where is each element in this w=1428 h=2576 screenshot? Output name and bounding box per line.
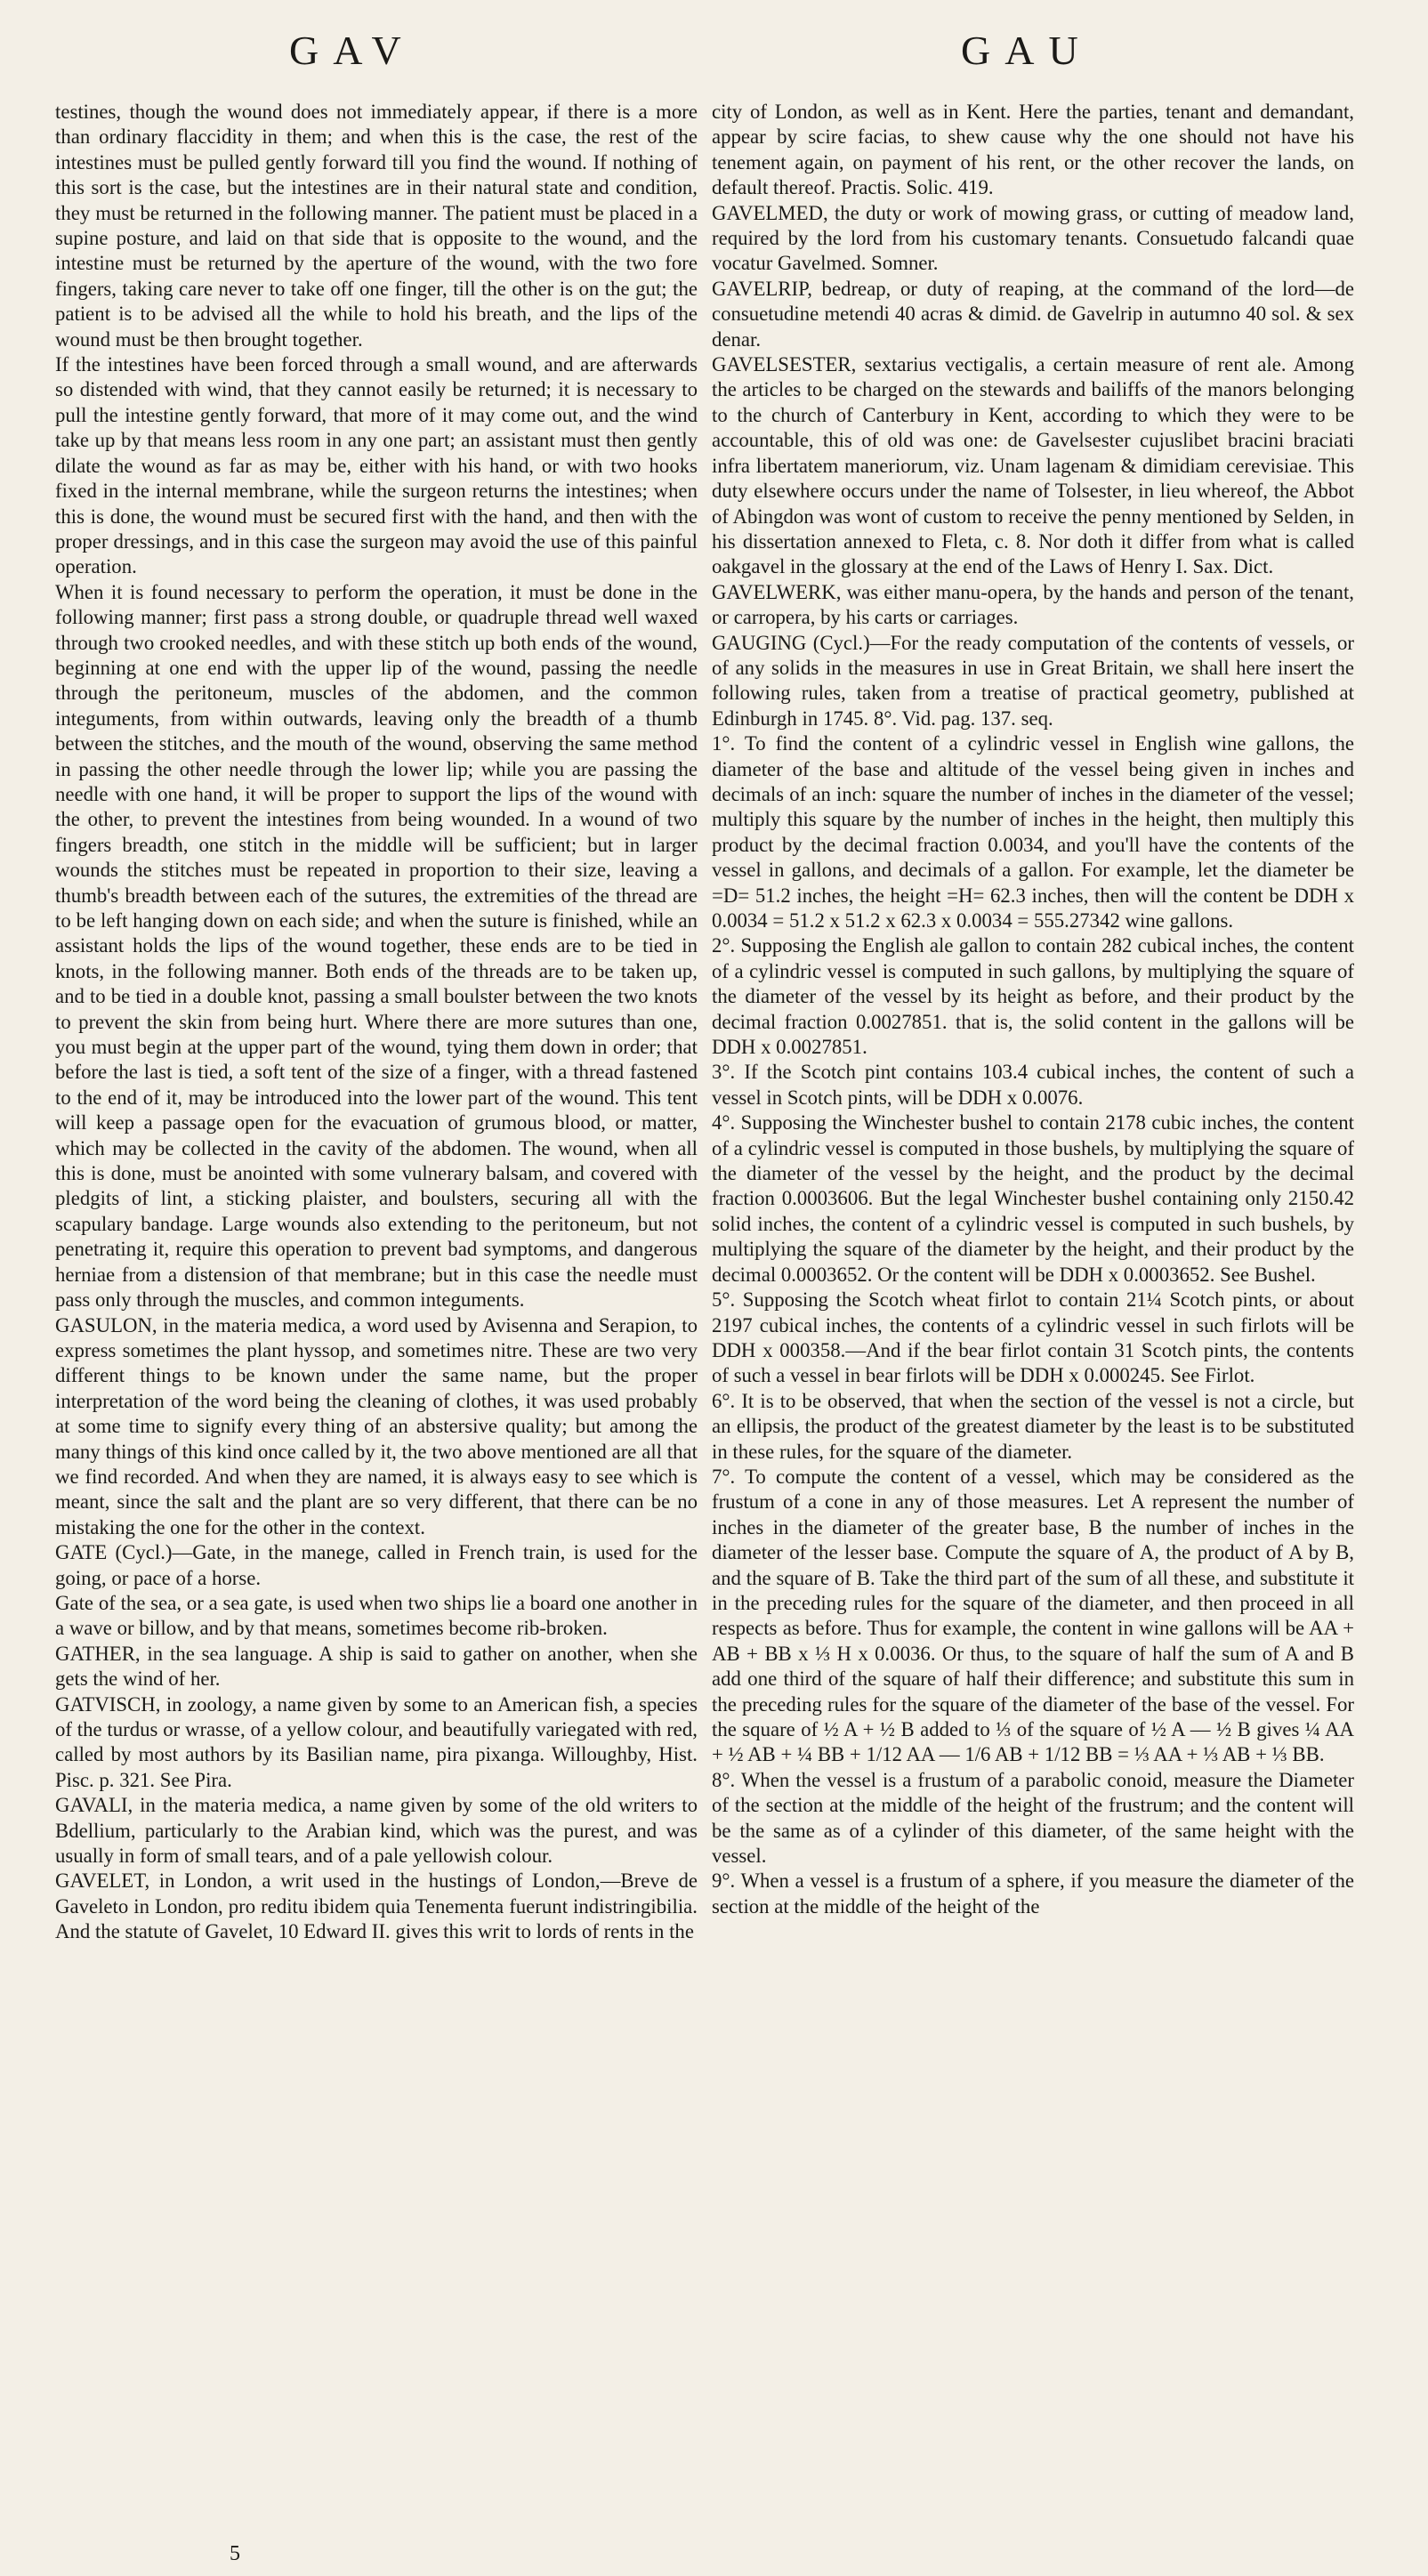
entry-gauging: GAUGING (Cycl.)—For the ready computation of the contents of vessels, or of any solids in the measures in use in Great Britain, we shall here insert the following rules, taken from a treatise of practical geometry, published at Edinburgh in 1745. 8°. Vid. pag. 137. seq. [712,631,1354,730]
entry-gate: GATE (Cycl.)—Gate, in the manege, called in French train, is used for the going, or pace of a horse. [55,1541,698,1589]
gauging-rule-7: 7°. To compute the content of a vessel, which may be considered as the frustum of a cone in any of those measures. Let A represent the number of inches in the diameter of the greater base, B the number of inches in the diameter of the lesser base. Compute the square of A, the product of A by B, and the square of B. Take the third part of the sum of all these, and substitute it in the preceding rules for the square of the diameter, and then proceed in all respects as before. Thus for example, the content in wine gallons will be AA + AB + BB x ⅓ H x 0.0036. Or thus, to the square of half the sum of A and B add one third of the square of half their difference; and substitute this sum in the preceding rules for the square of the diameter of the base of the vessel. For the square of ½ A + ½ B added to ⅓ of the square of ½ A — ½ B gives ¼ AA + ½ AB + ¼ BB + 1/12 AA — 1/6 AB + 1/12 BB = ⅓ AA + ⅓ AB + ⅓ BB. [712,1465,1354,1766]
page-number: 5 [230,2542,240,2565]
paragraph: testines, though the wound does not immediately appear, if there is a more than ordinary flaccidity in them; and when this is the case, the rest of the intestines must be pulled gently forward till you find the wound. If nothing of this sort is the case, but the intestines are in their natural state and condition, they must be returned in the following manner. The patient must be placed in a supine posture, and laid on that side that is opposite to the wound, and the intestine must be returned by the aperture of the wound, with the two fore fingers, taking care never to take off one finger, till the other is on the gut; the patient is to be advised all the while to hold his breath, and the lips of the wound must be then brought together. [55,101,698,351]
gauging-rule-4: 4°. Supposing the Winchester bushel to contain 2178 cubic inches, the content of a cylindric vessel is computed in those bushels, by multiplying the square of the diameter of the vessel by the height, and the product by the decimal fraction 0.0003606. But the legal Winchester bushel containing only 2150.42 solid inches, the content of a cylindric vessel is computed in such bushels, by multiplying the square of the diameter by the height, and their product by the decimal 0.0003652. Or the content will be DDH x 0.0003652. See Bushel. [712,1111,1354,1286]
entry-gatvisch: GATVISCH, in zoology, a name given by some to an American fish, a species of the turdus or wrasse, of a yellow colour, and beautifully variegated with red, called by most authors by its Basilian name, pira pixanga. Willoughby, Hist. Pisc. p. 321. See Pira. [55,1692,698,1791]
gauging-rule-6: 6°. It is to be observed, that when the section of the vessel is not a circle, but an ellipsis, the product of the greatest diameter by the least is to be substituted in these rules, for the square of the diameter. [712,1389,1354,1463]
entry-gavelmed: GAVELMED, the duty or work of mowing grass, or cutting of meadow land, required by the lord from his customary tenants. Consuetudo falcandi quae vocatur Gavelmed. Somner. [712,201,1354,275]
entry-gavelwerk: GAVELWERK, was either manu-opera, by the hands and person of the tenant, or carropera, by his carts or carriages. [712,580,1354,629]
left-column [55,100,698,1945]
gauging-rule-3: 3°. If the Scotch pint contains 103.4 cubical inches, the content of such a vessel in Scotch pints, will be DDH x 0.0076. [712,1061,1354,1109]
gauging-rule-9: 9°. When a vessel is a frustum of a sphere, if you measure the diameter of the section at the middle of the height of the [712,1869,1354,1918]
paragraph: If the intestines have been forced through a small wound, and are afterwards so distended with wind, that they cannot easily be returned; it is necessary to pull the intestine gently forward, that more of it may come out, and the wind take up by that means less room in any one part; an assistant must then gently dilate the wound as far as may be, either with his hand, or with two hooks fixed in the internal membrane, while the surgeon returns the intestines; when this is done, the wound must be secured first with the hand, and then with the proper dressings, and in this case the surgeon may avoid the use of this painful operation. [55,353,698,578]
entry-gavelet: GAVELET, in London, a writ used in the hustings of London,—Breve de Gaveleto in London, pro reditu ibidem quia Tenementa fuerunt indistringibilia. And the statute of Gavelet, 10 Edward II. gives this writ to lords of rents in the [55,1869,698,1943]
gauging-rule-2: 2°. Supposing the English ale gallon to contain 282 cubical inches, the content of a cylindric vessel is computed in such gallons, by multiplying the square of the diameter of the vessel by its height as before, and their product by the decimal fraction 0.0027851. that is, the solid content in the gallons will be DDH x 0.0027851. [712,934,1354,1059]
running-head [0,27,1428,80]
right-column [712,100,1354,1919]
gauging-rule-5: 5°. Supposing the Scotch wheat firlot to contain 21¼ Scotch pints, or about 2197 cubical inches, the contents of a cylindric vessel in such firlots will be DDH x 000358.—And if the bear firlot contain 31 Scotch pints, the contents of such a vessel in bear firlots will be DDH x 0.000245. See Firlot. [712,1288,1354,1387]
paragraph: When it is found necessary to perform the operation, it must be done in the following manner; first pass a strong double, or quadruple thread well waxed through two crooked needles, and with these stitch up both ends of the wound, beginning at one end with the upper lip of the wound, passing the needle through the peritoneum, muscles of the abdomen, and the common integuments, from within outwards, leaving only the breadth of a thumb between the stitches, and the mouth of the wound, observing the same method in passing the other needle through the lower lip; while you are passing the needle with one hand, it will be proper to support the lips of the wound with the other, to prevent the intestines from being wounded. In a wound of two fingers breadth, one stitch in the middle will be sufficient; but in larger wounds the stitches must be repeated in proportion to their size, leaving a thumb's breadth between each of the sutures, the extremities of the thread are to be left hanging down on each side; and when the suture is finished, while an assistant holds the lips of the wound together, these ends are to be tied in knots, in the following manner. Both ends of the threads are to be taken up, and to be tied in a double knot, passing a small boulster between the two knots to prevent the skin from being hurt. Where there are more sutures than one, you must begin at the upper part of the wound, tying them down in order; that before the last is tied, a soft tent of the size of a finger, with a thread fastened to the end of it, may be introduced into the lower part of the wound. This tent will keep a passage open for the evacuation of grumous blood, or matter, which may be collected in the cavity of the abdomen. The wound, when all this is done, must be anointed with some vulnerary balsam, and covered with pledgits of lint, a sticking plaister, and boulsters, securing all with the scapulary bandage. Large wounds also extending to the peritoneum, but not penetrating it, require this operation to prevent bad symptoms, and dangerous herniae from a distension of that membrane; but in this case the needle must pass only through the muscles, and common integuments. [55,580,698,1312]
gauging-rule-1: 1°. To find the content of a cylindric vessel in English wine gallons, the diameter of the base and altitude of the vessel being given in inches and decimals of an inch: square the number of inches in the diameter of the vessel; multiply this square by the number of inches in the height, then multiply this product by the decimal fraction 0.0034, and you'll have the contents of the vessel in gallons, and decimals of a gallon. For example, let the diameter be =D= 51.2 inches, the height =H= 62.3 inches, then will the content be DDH x 0.0034 = 51.2 x 51.2 x 62.3 x 0.0034 = 555.27342 wine gallons. [712,732,1354,932]
entry-gate-of-the-sea: Gate of the sea, or a sea gate, is used when two ships lie a board one another in a wave or billow, and by that means, sometimes become rib-broken. [55,1591,698,1640]
running-head-left: GAV [289,28,415,73]
entry-gavali: GAVALI, in the materia medica, a name given by some of the old writers to Bdellium, particularly to the Arabian kind, which was the purest, and was usually in form of small tears, and of a pale yellowish colour. [55,1794,698,1868]
entry-gavelsester: GAVELSESTER, sextarius vectigalis, a certain measure of rent ale. Among the articles to be charged on the stewards and bailiffs of the manors belonging to the church of Canterbury in Kent, according to which they were to be accountable, this of old was one: de Gavelsester cujuslibet bracini braciati infra libertatem maneriorum, viz. Unam lagenam & dimidiam cerevisiae. This duty elsewhere occurs under the name of Tolsester, in lieu whereof, the Abbot of Abingdon was wont of custom to receive the penny mentioned by Selden, in his dissertation annexed to Fleta, c. 8. Nor doth it differ from what is called oakgavel in the glossary at the end of the Laws of Henry I. Sax. Dict. [712,353,1354,578]
entry-gavelrip: GAVELRIP, bedreap, or duty of reaping, at the command of the lord—de consuetudine metendi 40 acras & dimid. de Gavelrip in autumno 40 sol. & sex denar. [712,277,1354,351]
paragraph: city of London, as well as in Kent. Here the parties, tenant and demandant, appear by scire facias, to shew cause why the one should not have his tenement again, on payment of his rent, or the other recover the lands, on default thereof. Practis. Solic. 419. [712,101,1354,199]
gauging-rule-8: 8°. When the vessel is a frustum of a parabolic conoid, measure the Diameter of the section at the middle of the height of the frustrum; and the content will be the same as of a cylinder of this diameter, of the same height with the vessel. [712,1768,1354,1868]
running-head-right: GAU [961,28,1093,73]
entry-gather: GATHER, in the sea language. A ship is said to gather on another, when she gets the wind of her. [55,1642,698,1691]
entry-gasulon: GASULON, in the materia medica, a word used by Avisenna and Serapion, to express sometimes the plant hyssop, and sometimes nitre. These are two very different things to be known under the same name, but the proper interpretation of the word being the cleaning of clothes, it was used probably at some time to signify every thing of an abstersive quality; but among the many things of this kind once called by it, the two above mentioned are all that we find recorded. And when they are named, it is always easy to see which is meant, since the salt and the plant are so very different, that there can be no mistaking the one for the other in the context. [55,1313,698,1538]
